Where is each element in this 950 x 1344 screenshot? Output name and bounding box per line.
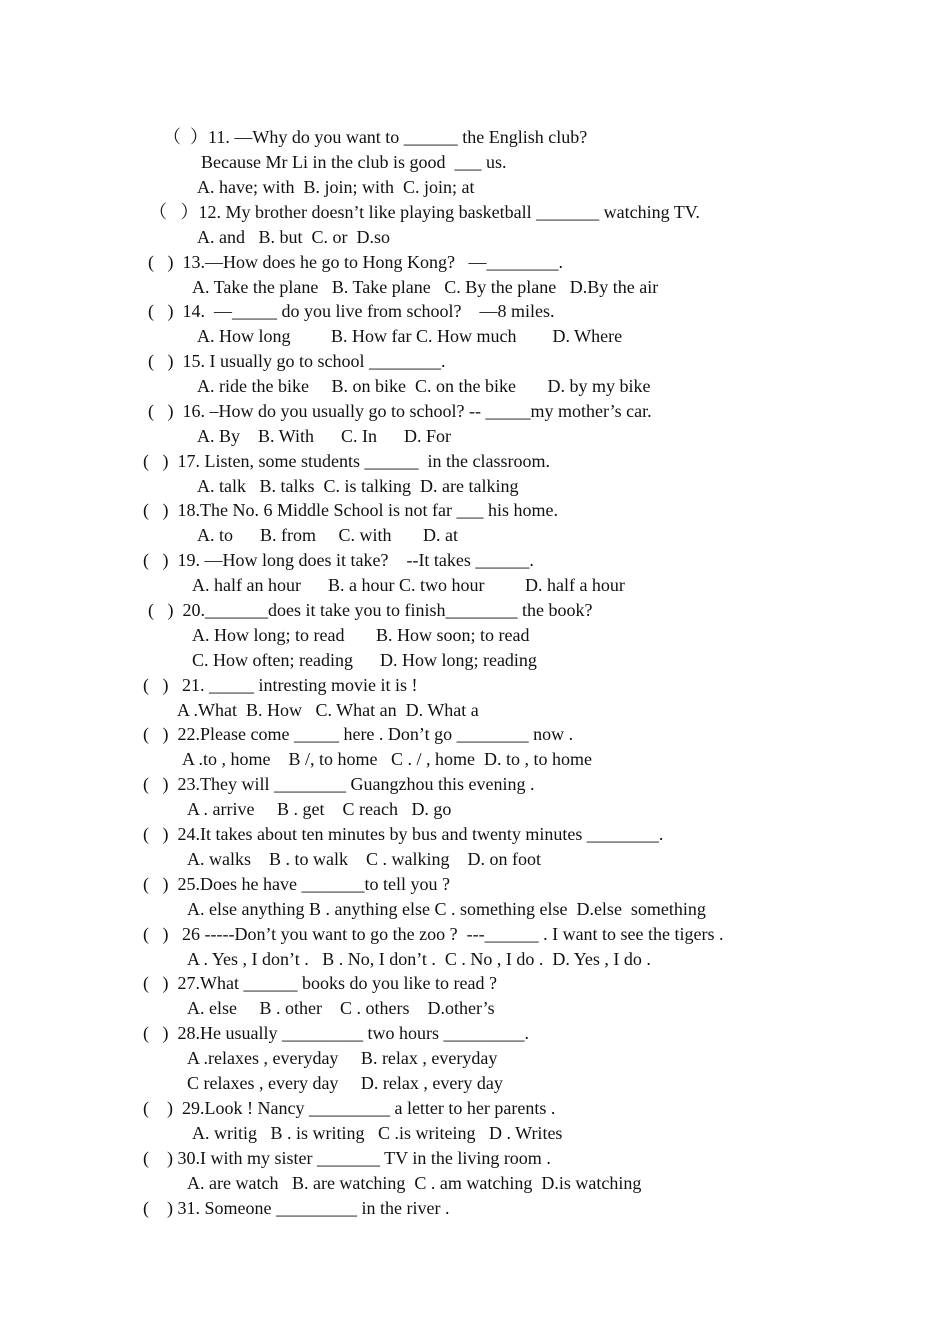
question-24: ( ) 24.It takes about ten minutes by bus and twenty minutes ________. <box>143 824 664 844</box>
question-28-options-c-d: C relaxes , every day D. relax , every day <box>187 1073 503 1093</box>
question-17-options: A. talk B. talks C. is talking D. are talking <box>197 476 519 496</box>
question-11-options: A. have; with B. join; with C. join; at <box>197 177 475 197</box>
question-21: ( ) 21. _____ intresting movie it is ! <box>143 675 418 695</box>
question-14-options: A. How long B. How far C. How much D. Where <box>197 326 623 346</box>
question-18-options: A. to B. from C. with D. at <box>197 525 458 545</box>
question-12-options: A. and B. but C. or D.so <box>197 227 390 247</box>
question-24-options: A. walks B . to walk C . walking D. on foot <box>187 849 541 869</box>
question-27-options: A. else B . other C . others D.other’s <box>187 998 495 1018</box>
question-29-options: A. writig B . is writing C .is writeing D . Writes <box>192 1123 563 1143</box>
question-23: ( ) 23.They will ________ Guangzhou this evening . <box>143 774 535 794</box>
question-19: ( ) 19. —How long does it take? --It takes ______. <box>143 550 534 570</box>
question-14: ( ) 14. —_____ do you live from school? —8 miles. <box>148 301 555 321</box>
question-12: （ ）12. My brother doesn’t like playing basketball _______ watching TV. <box>149 202 700 222</box>
question-30-options: A. are watch B. are watching C . am watching D.is watching <box>187 1173 642 1193</box>
question-29: ( ) 29.Look ! Nancy _________ a letter to her parents . <box>143 1098 556 1118</box>
question-19-options: A. half an hour B. a hour C. two hour D. half a hour <box>192 575 625 595</box>
question-30: ( ) 30.I with my sister _______ TV in the living room . <box>143 1148 551 1168</box>
question-20: ( ) 20._______does it take you to finish________ the book? <box>148 600 593 620</box>
question-26: ( ) 26 -----Don’t you want to go the zoo ? ---______ . I want to see the tigers . <box>143 924 724 944</box>
question-18: ( ) 18.The No. 6 Middle School is not far ___ his home. <box>143 500 558 520</box>
question-15: ( ) 15. I usually go to school ________. <box>148 351 446 371</box>
question-13-options: A. Take the plane B. Take plane C. By the plane D.By the air <box>192 277 659 297</box>
question-21-options: A .What B. How C. What an D. What a <box>177 700 479 720</box>
question-22: ( ) 22.Please come _____ here . Don’t go ________ now . <box>143 724 574 744</box>
question-27: ( ) 27.What ______ books do you like to read ? <box>143 973 497 993</box>
question-25: ( ) 25.Does he have _______to tell you ? <box>143 874 450 894</box>
question-20-options-a-b: A. How long; to read B. How soon; to read <box>192 625 530 645</box>
question-16-options: A. By B. With C. In D. For <box>197 426 451 446</box>
question-22-options: A .to , home B /, to home C . / , home D. to , to home <box>182 749 592 769</box>
question-25-options: A. else anything B . anything else C . something else D.else something <box>187 899 706 919</box>
question-26-options: A . Yes , I don’t . B . No, I don’t . C . No , I do . D. Yes , I do . <box>187 949 651 969</box>
question-17: ( ) 17. Listen, some students ______ in the classroom. <box>143 451 550 471</box>
question-28: ( ) 28.He usually _________ two hours _________. <box>143 1023 529 1043</box>
question-28-options-a-b: A .relaxes , everyday B. relax , everyday <box>187 1048 498 1068</box>
question-31: ( ) 31. Someone _________ in the river . <box>143 1198 450 1218</box>
question-23-options: A . arrive B . get C reach D. go <box>187 799 452 819</box>
question-16: ( ) 16. –How do you usually go to school? -- _____my mother’s car. <box>148 401 652 421</box>
question-11-context: Because Mr Li in the club is good ___ us. <box>201 152 507 172</box>
question-11: （ ）11. —Why do you want to ______ the English club? <box>163 127 588 147</box>
question-20-options-c-d: C. How often; reading D. How long; reading <box>192 650 537 670</box>
question-13: ( ) 13.—How does he go to Hong Kong? —________. <box>148 252 563 272</box>
question-15-options: A. ride the bike B. on bike C. on the bike D. by my bike <box>197 376 651 396</box>
